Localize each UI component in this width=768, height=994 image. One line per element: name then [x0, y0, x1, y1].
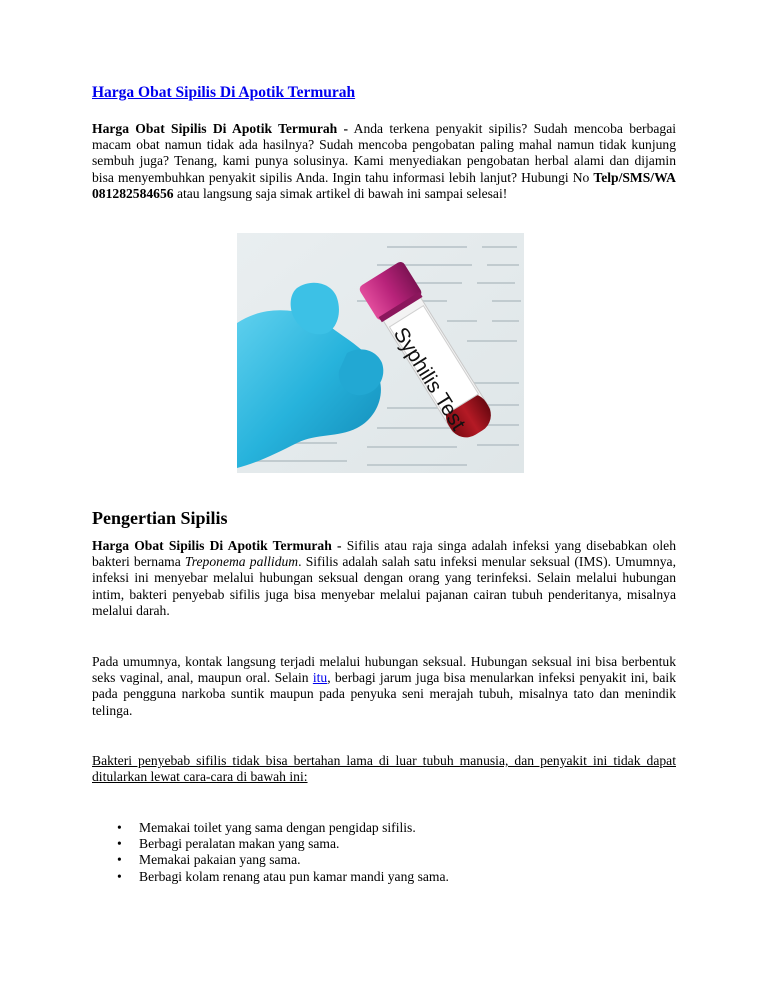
definition-text-1: Sifilis atau raja singa adalah infeksi yang disebabkan oleh bakteri bernama	[92, 538, 677, 570]
contact-number: Telp/SMS/WA 081282584656	[92, 169, 676, 201]
tube-label-text: Syphilis Test	[388, 323, 470, 435]
syphilis-test-photo	[237, 233, 524, 473]
intro-text-1: Anda terkena penyakit sipilis? Sudah mencoba berbagai macam obat namun tidak ada hasilnya? Sudah mencoba pengobatan paling mahal namun tidak kunjung sembuh juga? Tenang, kami punya solusinya. Kami menyediakan pengobatan herbal alami dan dijamin bisa menyembuhkan penyakit sipilis Anda. Ingin tahu informasi lebih lanjut? Hubungi No	[92, 121, 677, 185]
list-item	[117, 852, 449, 868]
list-item-text: Berbagi kolam renang atau pun kamar mandi yang sama.	[139, 868, 449, 884]
intro-paragraph	[92, 121, 676, 202]
list-item-text: Memakai pakaian yang sama.	[139, 852, 301, 868]
bullet-icon: •	[117, 836, 122, 852]
list-item-text: Memakai toilet yang sama dengan pengidap sifilis.	[139, 820, 416, 835]
list-item	[117, 868, 449, 885]
list-item-text: Berbagi peralatan makan yang sama.	[139, 836, 340, 852]
intro-text-2: atau langsung saja simak artikel di bawah ini sampai selesai!	[173, 185, 508, 201]
definition-text-2: . Sifilis adalah salah satu infeksi menular seksual (IMS). Umumnya, infeksi ini menyebar melalui hubungan seksual dengan orang yang terinfeksi. Selain melalui hubungan intim, bakteri penyebab sifilis juga bisa menyebar melalui pajanan cairan tubuh penderitanya, misalnya melalui darah.	[92, 554, 676, 618]
bullet-icon: •	[117, 852, 122, 868]
transmission-text-1: Pada umumnya, kontak langsung terjadi melalui hubungan seksual. Hubungan seksual ini bisa berbentuk seks vaginal, anal, maupun oral. Selain	[92, 654, 676, 686]
bacteria-name: Treponema pallidum	[184, 554, 299, 570]
non-transmission-paragraph	[92, 753, 676, 785]
transmission-paragraph	[92, 654, 676, 719]
section-heading: Pengertian Sipilis	[92, 508, 228, 528]
definition-paragraph	[92, 538, 676, 619]
intro-lead-bold: Harga Obat Sipilis Di Apotik Termurah -	[92, 121, 349, 136]
bullet-list	[92, 820, 449, 885]
transmission-text-2: , berbagi jarum juga bisa menularkan infeksi penyakit ini, baik pada pengguna narkoba suntik maupun pada penyuka seni merajah tubuh, misalnya tato dan menindik telinga.	[92, 670, 676, 718]
article-title-link[interactable]: Harga Obat Sipilis Di Apotik Termurah	[92, 84, 356, 101]
definition-lead-bold: Harga Obat Sipilis Di Apotik Termurah -	[92, 538, 342, 553]
list-item	[117, 836, 449, 852]
non-transmission-text: Bakteri penyebab sifilis tidak bisa bertahan lama di luar tubuh manusia, dan penyakit ini tidak dapat ditularkan lewat cara-cara di bawah ini:	[92, 753, 676, 785]
list-item	[117, 820, 449, 836]
itu-link[interactable]: itu	[312, 670, 328, 686]
bullet-icon: •	[117, 820, 122, 835]
bullet-icon: •	[117, 868, 122, 884]
